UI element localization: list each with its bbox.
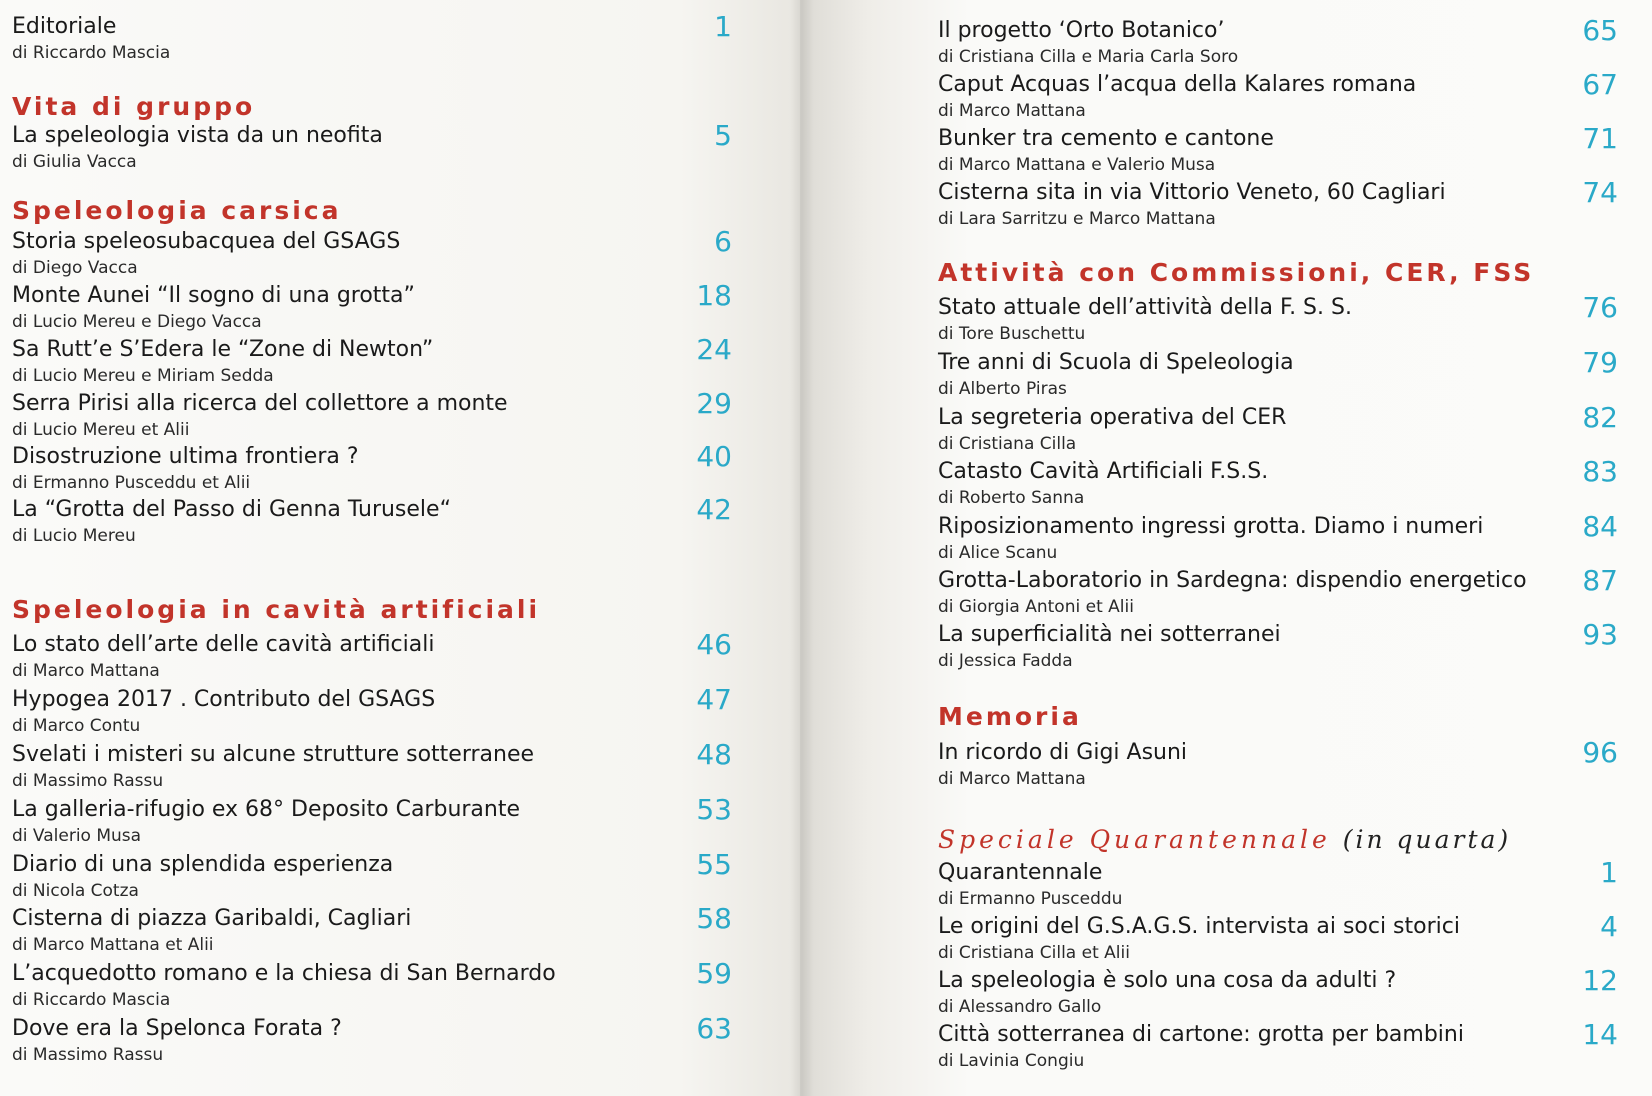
entry-author: di Giorgia Antoni et Alii	[938, 597, 1134, 617]
entry-author: di Marco Mattana	[938, 101, 1086, 121]
entry-page-number: 87	[1582, 564, 1618, 597]
entry-page-number: 76	[1582, 291, 1618, 324]
section-heading: Speleologia in cavità artificiali	[12, 595, 541, 624]
entry-page-number: 4	[1600, 910, 1618, 943]
entry-page-number: 24	[696, 333, 732, 366]
entry-author: di Ermanno Pusceddu	[938, 889, 1123, 909]
entry-page-number: 18	[696, 279, 732, 312]
entry-page-number: 74	[1582, 176, 1618, 209]
entry-author: di Lucio Mereu e Diego Vacca	[12, 312, 262, 332]
entry-author: di Cristiana Cilla	[938, 434, 1077, 454]
entry-page-number: 96	[1582, 736, 1618, 769]
entry-author: di Massimo Rassu	[12, 771, 164, 791]
entry-page-number: 83	[1582, 455, 1618, 488]
entry-title: Il progetto ‘Orto Botanico’	[938, 18, 1225, 43]
entry-page-number: 5	[714, 119, 732, 152]
section-heading-text: Speciale Quarantennale	[938, 825, 1331, 854]
entry-page-number: 53	[696, 793, 732, 826]
entry-page-number: 59	[696, 957, 732, 990]
entry-page-number: 82	[1582, 401, 1618, 434]
entry-page-number: 79	[1582, 346, 1618, 379]
entry-page-number: 42	[696, 493, 732, 526]
entry-page-number: 65	[1582, 14, 1618, 47]
entry-page-number: 40	[696, 440, 732, 473]
entry-title: Le origini del G.S.A.G.S. intervista ai soci storici	[938, 914, 1460, 939]
entry-page-number: 67	[1582, 68, 1618, 101]
entry-author: di Lara Sarritzu e Marco Mattana	[938, 209, 1216, 229]
entry-title: Dove era la Spelonca Forata ?	[12, 1016, 342, 1041]
entry-title: Grotta-Laboratorio in Sardegna: dispendio energetico	[938, 568, 1527, 593]
entry-title: Editoriale	[12, 14, 117, 39]
entry-title: Svelati i misteri su alcune strutture sotterranee	[12, 742, 535, 767]
entry-title: Serra Pirisi alla ricerca del collettore a monte	[12, 391, 508, 416]
entry-author: di Cristiana Cilla e Maria Carla Soro	[938, 47, 1239, 67]
entry-author: di Lucio Mereu et Alii	[12, 420, 190, 440]
entry-author: di Alessandro Gallo	[938, 997, 1102, 1017]
entry-author: di Riccardo Mascia	[12, 43, 171, 63]
entry-page-number: 46	[696, 628, 732, 661]
entry-title: Disostruzione ultima frontiera ?	[12, 444, 359, 469]
entry-author: di Lavinia Congiu	[938, 1051, 1085, 1071]
entry-title: Cisterna sita in via Vittorio Veneto, 60 Cagliari	[938, 180, 1446, 205]
entry-author: di Marco Contu	[12, 716, 141, 736]
entry-title: La galleria-rifugio ex 68° Deposito Carburante	[12, 797, 521, 822]
entry-page-number: 6	[714, 225, 732, 258]
entry-author: di Marco Mattana et Alii	[12, 935, 214, 955]
entry-page-number: 55	[696, 848, 732, 881]
entry-title: Tre anni di Scuola di Speleologia	[938, 350, 1294, 375]
entry-page-number: 29	[696, 387, 732, 420]
entry-author: di Ermanno Pusceddu et Alii	[12, 473, 251, 493]
entry-title: In ricordo di Gigi Asuni	[938, 740, 1188, 765]
entry-title: Caput Acquas l’acqua della Kalares romana	[938, 72, 1417, 97]
entry-author: di Marco Mattana	[938, 769, 1086, 789]
entry-title: La “Grotta del Passo di Genna Turusele“	[12, 497, 451, 522]
section-heading: Attività con Commissioni, CER, FSS	[938, 258, 1535, 287]
entry-title: Catasto Cavità Artificiali F.S.S.	[938, 459, 1269, 484]
entry-title: Lo stato dell’arte delle cavità artificiali	[12, 632, 435, 657]
entry-page-number: 93	[1582, 618, 1618, 651]
entry-author: di Marco Mattana	[12, 661, 160, 681]
entry-author: di Valerio Musa	[12, 826, 142, 846]
entry-author: di Massimo Rassu	[12, 1045, 164, 1065]
entry-title: L’acquedotto romano e la chiesa di San Bernardo	[12, 961, 556, 986]
entry-page-number: 1	[714, 10, 732, 43]
entry-author: di Riccardo Mascia	[12, 990, 171, 1010]
right-page	[800, 0, 1652, 1096]
entry-title: Storia speleosubacquea del GSAGS	[12, 229, 401, 254]
entry-author: di Jessica Fadda	[938, 651, 1073, 671]
entry-author: di Tore Buschettu	[938, 324, 1086, 344]
entry-title: La speleologia è solo una cosa da adulti ?	[938, 968, 1397, 993]
entry-title: Quarantennale	[938, 860, 1103, 885]
entry-title: La speleologia vista da un neofita	[12, 123, 383, 148]
entry-page-number: 71	[1582, 122, 1618, 155]
entry-author: di Cristiana Cilla et Alii	[938, 943, 1130, 963]
entry-page-number: 48	[696, 738, 732, 771]
entry-author: di Nicola Cotza	[12, 881, 139, 901]
entry-author: di Lucio Mereu e Miriam Sedda	[12, 366, 274, 386]
entry-author: di Alice Scanu	[938, 543, 1058, 563]
section-heading	[938, 825, 1511, 854]
section-heading-suffix: (in quarta)	[1342, 825, 1512, 854]
entry-page-number: 1	[1600, 856, 1618, 889]
entry-page-number: 63	[696, 1012, 732, 1045]
entry-title: Hypogea 2017 . Contributo del GSAGS	[12, 687, 436, 712]
section-heading: Memoria	[938, 702, 1082, 731]
left-page	[0, 0, 800, 1096]
entry-page-number: 58	[696, 902, 732, 935]
entry-title: Stato attuale dell’attività della F. S. S.	[938, 295, 1352, 320]
entry-title: Riposizionamento ingressi grotta. Diamo i numeri	[938, 514, 1484, 539]
entry-page-number: 12	[1582, 964, 1618, 997]
entry-title: La segreteria operativa del CER	[938, 405, 1287, 430]
entry-author: di Roberto Sanna	[938, 488, 1085, 508]
entry-page-number: 47	[696, 683, 732, 716]
entry-author: di Alberto Piras	[938, 379, 1067, 399]
section-heading: Speleologia carsica	[12, 196, 342, 225]
entry-author: di Marco Mattana e Valerio Musa	[938, 155, 1216, 175]
entry-title: Monte Aunei “Il sogno di una grotta”	[12, 283, 415, 308]
entry-title: Diario di una splendida esperienza	[12, 852, 394, 877]
section-heading: Vita di gruppo	[12, 92, 256, 121]
book-gutter-shadow	[790, 0, 814, 1096]
entry-title: Città sotterranea di cartone: grotta per bambini	[938, 1022, 1464, 1047]
entry-title: Sa Rutt’e S’Edera le “Zone di Newton”	[12, 337, 434, 362]
entry-author: di Diego Vacca	[12, 258, 138, 278]
entry-page-number: 84	[1582, 510, 1618, 543]
entry-title: Bunker tra cemento e cantone	[938, 126, 1274, 151]
entry-page-number: 14	[1582, 1018, 1618, 1051]
entry-author: di Lucio Mereu	[12, 526, 136, 546]
entry-title: La superficialità nei sotterranei	[938, 622, 1281, 647]
entry-title: Cisterna di piazza Garibaldi, Cagliari	[12, 906, 412, 931]
entry-author: di Giulia Vacca	[12, 152, 137, 172]
